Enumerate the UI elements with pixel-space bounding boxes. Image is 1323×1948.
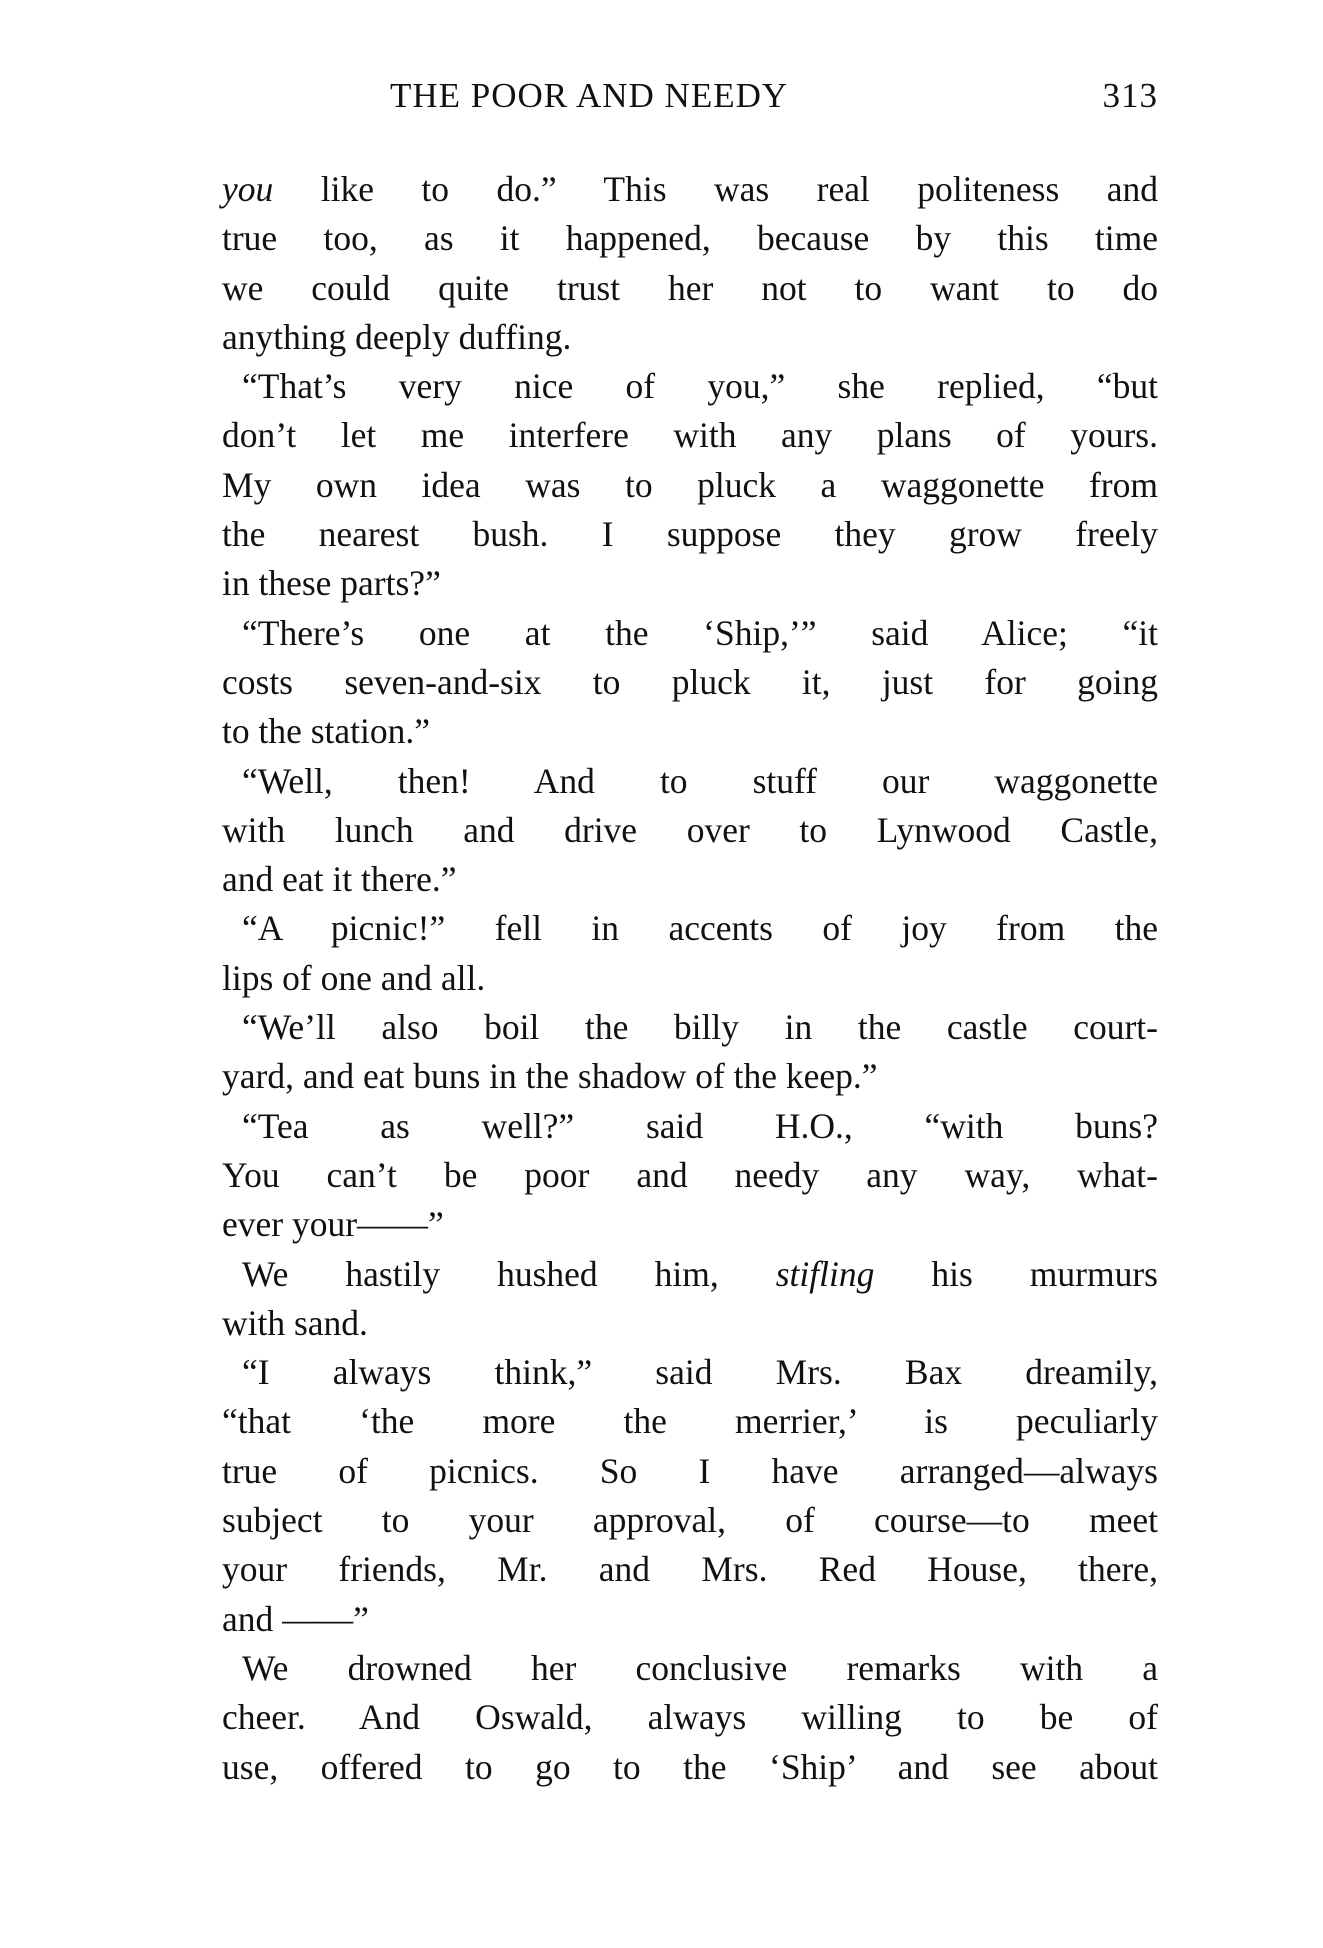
text-segment: true of picnics. So I have arranged—always bbox=[222, 1450, 1158, 1491]
text-segment: with sand. bbox=[222, 1302, 368, 1343]
text-segment: “We’ll also boil the billy in the castle court- bbox=[242, 1007, 1158, 1048]
text-line bbox=[222, 1250, 1158, 1299]
text-line bbox=[222, 1102, 1158, 1151]
text-line bbox=[222, 411, 1158, 460]
text-line bbox=[222, 1496, 1158, 1545]
text-line bbox=[222, 214, 1158, 263]
body-text bbox=[222, 165, 1158, 1792]
running-header bbox=[222, 76, 1158, 126]
text-line bbox=[222, 1052, 1158, 1101]
paragraph bbox=[222, 1644, 1158, 1792]
text-line bbox=[222, 707, 1158, 756]
running-title: THE POOR AND NEEDY bbox=[390, 76, 789, 115]
text-segment: true too, as it happened, because by this time bbox=[222, 218, 1158, 259]
text-segment: My own idea was to pluck a waggonette from bbox=[222, 464, 1158, 505]
text-line bbox=[222, 313, 1158, 362]
text-segment: anything deeply duffing. bbox=[222, 316, 572, 357]
text-segment: You can’t be poor and needy any way, what- bbox=[222, 1154, 1158, 1195]
text-segment: costs seven-and-six to pluck it, just for going bbox=[222, 661, 1158, 702]
text-segment: subject to your approval, of course—to meet bbox=[222, 1500, 1158, 1541]
text-segment: We hastily hushed him, bbox=[242, 1253, 776, 1294]
text-line bbox=[222, 264, 1158, 313]
text-segment: his murmurs bbox=[874, 1253, 1158, 1294]
text-segment: “That’s very nice of you,” she replied, “but bbox=[242, 366, 1158, 407]
text-line bbox=[222, 1693, 1158, 1742]
text-segment: with lunch and drive over to Lynwood Castle, bbox=[222, 809, 1158, 850]
text-segment: We drowned her conclusive remarks with a bbox=[242, 1647, 1158, 1688]
paragraph bbox=[222, 362, 1158, 608]
text-line bbox=[222, 1299, 1158, 1348]
text-line bbox=[222, 1200, 1158, 1249]
text-line bbox=[222, 1348, 1158, 1397]
paragraph bbox=[222, 757, 1158, 905]
text-segment: and ——” bbox=[222, 1598, 369, 1639]
text-segment: “A picnic!” fell in accents of joy from the bbox=[242, 908, 1158, 949]
text-segment: ever your——” bbox=[222, 1204, 444, 1245]
text-segment: and eat it there.” bbox=[222, 859, 457, 900]
paragraph bbox=[222, 1102, 1158, 1250]
text-line bbox=[222, 1595, 1158, 1644]
paragraph bbox=[222, 904, 1158, 1003]
text-line bbox=[222, 806, 1158, 855]
text-segment: “There’s one at the ‘Ship,’” said Alice; “it bbox=[242, 612, 1158, 653]
text-line bbox=[222, 757, 1158, 806]
text-segment: “Well, then! And to stuff our waggonette bbox=[242, 760, 1158, 801]
text-line bbox=[222, 658, 1158, 707]
text-segment: cheer. And Oswald, always willing to be of bbox=[222, 1697, 1158, 1738]
text-segment: to the station.” bbox=[222, 711, 431, 752]
text-line bbox=[222, 1644, 1158, 1693]
text-segment: “I always think,” said Mrs. Bax dreamily, bbox=[242, 1352, 1158, 1393]
text-line bbox=[222, 1743, 1158, 1792]
text-line bbox=[222, 904, 1158, 953]
text-line bbox=[222, 461, 1158, 510]
text-segment: don’t let me interfere with any plans of yours. bbox=[222, 415, 1158, 456]
text-segment: “Tea as well?” said H.O., “with buns? bbox=[242, 1105, 1158, 1146]
text-segment: in these parts?” bbox=[222, 563, 441, 604]
paragraph bbox=[222, 1348, 1158, 1644]
paragraph bbox=[222, 1003, 1158, 1102]
text-segment: your friends, Mr. and Mrs. Red House, there, bbox=[222, 1549, 1158, 1590]
text-segment: we could quite trust her not to want to do bbox=[222, 267, 1158, 308]
text-segment: lips of one and all. bbox=[222, 957, 486, 998]
text-line bbox=[222, 954, 1158, 1003]
text-line bbox=[222, 1151, 1158, 1200]
text-line bbox=[222, 165, 1158, 214]
text-segment: “that ‘the more the merrier,’ is peculiarly bbox=[222, 1401, 1158, 1442]
text-line bbox=[222, 1545, 1158, 1594]
text-segment: like to do.” This was real politeness and bbox=[273, 169, 1158, 209]
paragraph bbox=[222, 609, 1158, 757]
text-line bbox=[222, 1003, 1158, 1052]
italic-text: you bbox=[222, 169, 274, 209]
text-line bbox=[222, 855, 1158, 904]
italic-text: stifling bbox=[775, 1253, 875, 1294]
text-segment: yard, and eat buns in the shadow of the keep.” bbox=[222, 1056, 878, 1097]
page-number: 313 bbox=[1102, 76, 1158, 115]
text-segment: use, offered to go to the ‘Ship’ and see about bbox=[222, 1746, 1158, 1787]
paragraph bbox=[222, 165, 1158, 362]
text-segment: the nearest bush. I suppose they grow freely bbox=[222, 514, 1158, 555]
text-line bbox=[222, 609, 1158, 658]
text-line bbox=[222, 1397, 1158, 1446]
text-line bbox=[222, 1447, 1158, 1496]
text-line bbox=[222, 510, 1158, 559]
text-line bbox=[222, 362, 1158, 411]
text-line bbox=[222, 559, 1158, 608]
paragraph bbox=[222, 1250, 1158, 1349]
